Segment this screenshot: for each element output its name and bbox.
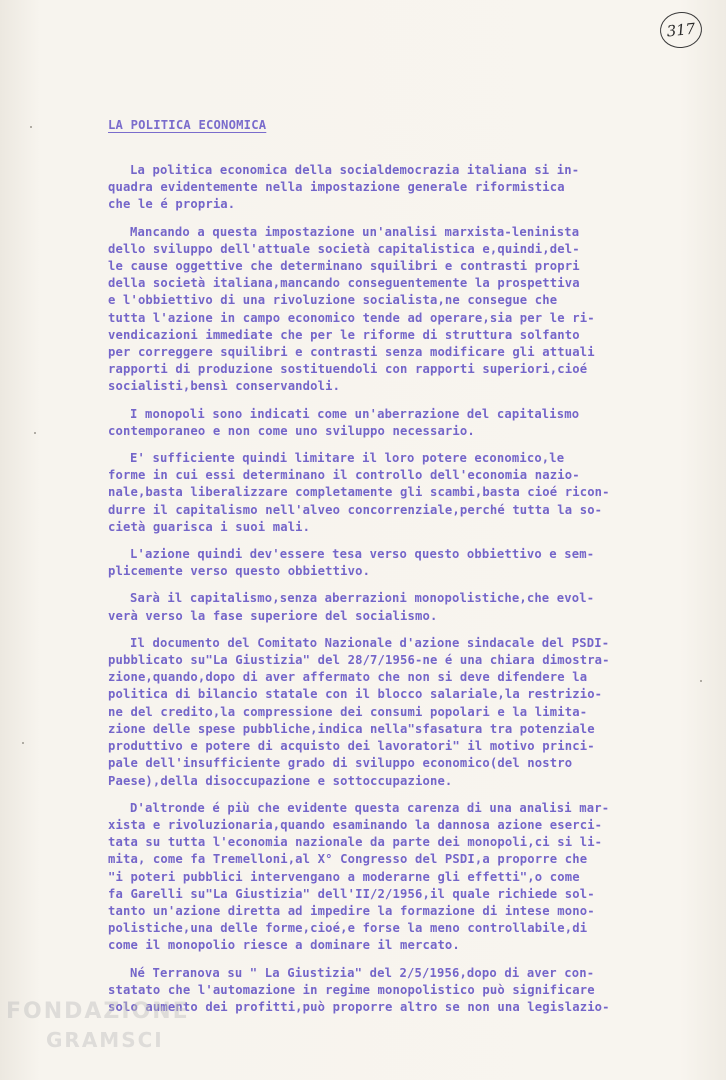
text-line: I monopoli sono indicati come un'aberrazione del capitalismo	[130, 406, 580, 421]
text-line: dello sviluppo dell'attuale società capitalistica e,quindi,del-	[108, 241, 580, 256]
text-line: nale,basta liberalizzare completamente gli scambi,basta cioé ricon-	[108, 485, 610, 500]
text-line: quadra evidentemente nella impostazione generale riformistica	[108, 180, 565, 195]
paragraph	[108, 590, 688, 624]
text-line: Paese),della disoccupazione e sottoccupazione.	[108, 773, 453, 788]
paragraph	[108, 450, 688, 536]
text-line: rapporti di produzione sostituendoli con rapporti superiori,cioé	[108, 362, 588, 377]
text-line: plicemente verso questo obbiettivo.	[108, 564, 371, 579]
text-line: della società italiana,mancando conseguentemente la prospettiva	[108, 276, 580, 291]
paragraph	[108, 546, 688, 580]
text-line: produttivo e potere di acquisto dei lavoratori" il motivo princi-	[108, 739, 595, 754]
text-line: zione,quando,dopo di aver affermato che non si deve difendere la	[108, 670, 588, 685]
text-line: L'azione quindi dev'essere tesa verso questo obbiettivo e sem-	[130, 547, 595, 562]
text-line: come il monopolio riesce a dominare il mercato.	[108, 938, 460, 953]
paragraph	[108, 406, 688, 440]
paragraph	[108, 635, 688, 790]
text-line: che le é propria.	[108, 197, 236, 212]
text-line: ne del credito,la compressione dei consumi popolari e la limita-	[108, 704, 588, 719]
scan-speck	[700, 680, 702, 682]
text-line: e l'obbiettivo di una rivoluzione socialista,ne consegue che	[108, 293, 558, 308]
text-line: Né Terranova su " La Giustizia" del 2/5/1956,dopo di aver con-	[130, 965, 595, 980]
text-line: tanto un'azione diretta ad impedire la formazione di intese mono-	[108, 903, 595, 918]
archive-watermark	[6, 998, 190, 1054]
document-body	[108, 162, 688, 1026]
paragraph	[108, 224, 688, 396]
watermark-line-1: FONDAZIONE	[6, 999, 190, 1024]
paragraph	[108, 965, 688, 1017]
text-line: statato che l'automazione in regime monopolistico può significare	[108, 982, 595, 997]
text-line: politica di bilancio statale con il blocco salariale,la restrizio-	[108, 687, 603, 702]
text-line: durre il capitalismo nell'alveo concorrenziale,perché tutta la so-	[108, 502, 603, 517]
text-line: per correggere squilibri e contrasti senza modificare gli attuali	[108, 345, 595, 360]
text-line: mita, come fa Tremelloni,al X° Congresso del PSDI,a proporre che	[108, 852, 588, 867]
text-line: xista e rivoluzionaria,quando esaminando la dannosa azione eserci-	[108, 817, 603, 832]
text-line: tata su tutta l'economia nazionale da parte dei monopoli,ci si li-	[108, 835, 603, 850]
text-line: forme in cui essi determinano il controllo dell'economia nazio-	[108, 468, 580, 483]
text-line: E' sufficiente quindi limitare il loro potere economico,le	[130, 451, 565, 466]
text-line: fa Garelli su"La Giustizia" dell'II/2/1956,il quale richiede sol-	[108, 886, 595, 901]
document-heading: LA POLITICA ECONOMICA	[108, 118, 267, 132]
paragraph	[108, 800, 688, 955]
text-line: Il documento del Comitato Nazionale d'azione sindacale del PSDI-	[130, 635, 610, 650]
watermark-line-2: GRAMSCI	[46, 1028, 164, 1052]
text-line: vendicazioni immediate che per le riforme di struttura solfanto	[108, 327, 580, 342]
text-line: Sarà il capitalismo,senza aberrazioni monopolistiche,che evol-	[130, 591, 595, 606]
text-line: le cause oggettive che determinano squilibri e contrasti propri	[108, 259, 580, 274]
text-line: verà verso la fase superiore del socialismo.	[108, 608, 438, 623]
text-line: cietà guarisca i suoi mali.	[108, 519, 311, 534]
text-line: Mancando a questa impostazione un'analisi marxista-leninista	[130, 224, 580, 239]
scan-speck	[22, 742, 24, 744]
text-line: pubblicato su"La Giustizia" del 28/7/1956-ne é una chiara dimostra-	[108, 653, 610, 668]
scan-speck	[34, 432, 36, 434]
text-line: zione delle spese pubbliche,indica nella"sfasatura tra potenziale	[108, 721, 595, 736]
text-line: tutta l'azione in campo economico tende ad operare,sia per le ri-	[108, 310, 595, 325]
text-line: solo aumento dei profitti,può proporre altro se non una legislazio-	[108, 999, 610, 1014]
page-number-stamp: 317	[658, 10, 704, 50]
text-line: "i poteri pubblici intervengano a moderarne gli effetti",o come	[108, 869, 580, 884]
text-line: D'altronde é più che evidente questa carenza di una analisi mar-	[130, 800, 610, 815]
text-line: polistiche,una delle forme,cioé,e forse la meno controllabile,di	[108, 921, 588, 936]
text-line: socialisti,bensì conservandoli.	[108, 379, 341, 394]
text-line: contemporaneo e non come uno sviluppo necessario.	[108, 423, 475, 438]
text-line: La politica economica della socialdemocrazia italiana si in-	[130, 163, 580, 177]
scan-speck	[30, 126, 32, 128]
paragraph	[108, 162, 688, 214]
text-line: pale dell'insufficiente grado di sviluppo economico(del nostro	[108, 756, 573, 771]
